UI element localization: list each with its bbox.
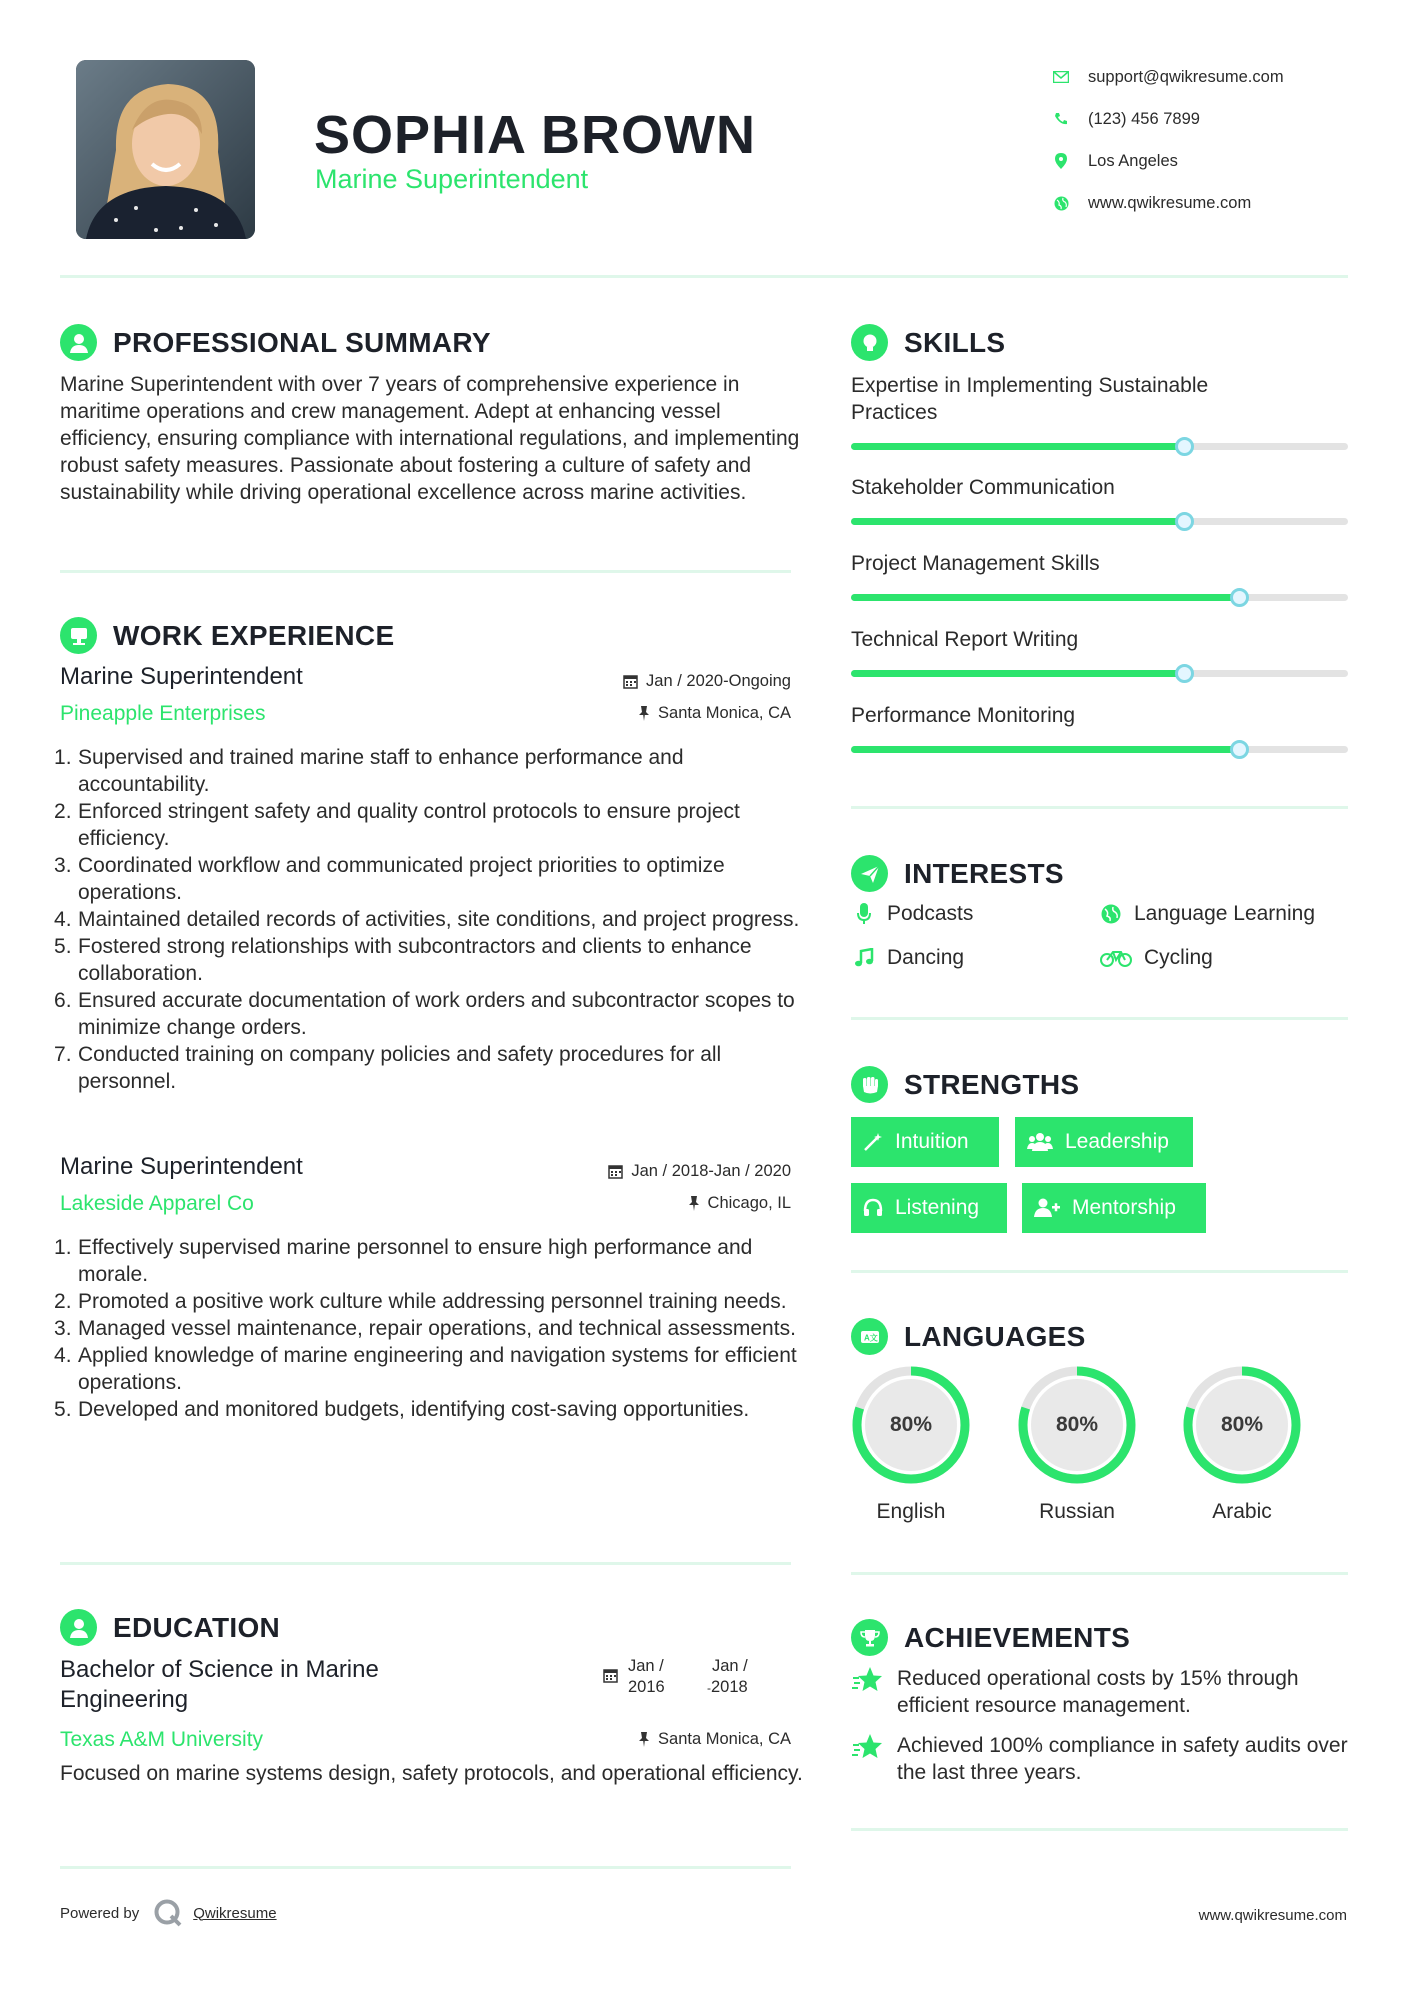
skill-bar <box>851 443 1348 450</box>
pin-icon <box>638 706 650 721</box>
list-item: Applied knowledge of marine engineering and navigation systems for efficient operations. <box>78 1344 797 1394</box>
achievements-divider <box>851 1828 1348 1831</box>
contact-location <box>1050 140 1284 182</box>
job-dates-text: Jan / 2018-Jan / 2020 <box>631 1162 791 1180</box>
list-item: Maintained detailed records of activities, site conditions, and project progress. <box>78 908 800 931</box>
summary-heading <box>60 324 491 361</box>
calendar-icon <box>623 674 638 689</box>
map-pin-icon <box>1050 150 1072 172</box>
achievement-item <box>851 1732 1357 1786</box>
list-item: Fostered strong relationships with subcontractors and clients to enhance collaboration. <box>78 935 752 985</box>
contact-list <box>1050 56 1284 224</box>
education-description: Focused on marine systems design, safety protocols, and operational efficiency. <box>60 1762 803 1785</box>
strength-label: Mentorship <box>1072 1196 1176 1219</box>
skill-level-knob <box>1230 588 1249 607</box>
bicycle-icon <box>1098 945 1134 971</box>
education-divider <box>60 1866 791 1869</box>
interests-heading <box>851 855 1064 892</box>
language-ring <box>1180 1363 1304 1487</box>
achievement-text: Reduced operational costs by 15% through efficient resource management. <box>897 1667 1299 1717</box>
star-badge-icon <box>851 1663 885 1697</box>
list-item: Conducted training on company policies and safety procedures for all personnel. <box>78 1043 722 1093</box>
skill-bar <box>851 746 1348 753</box>
contact-email[interactable] <box>1050 56 1284 98</box>
profile-photo <box>76 60 255 239</box>
language-percent: 80% <box>1220 1413 1264 1436</box>
contact-website-text: www.qwikresume.com <box>1088 193 1252 212</box>
achievement-text: Achieved 100% compliance in safety audits over the last three years. <box>897 1734 1348 1784</box>
strengths-divider <box>851 1270 1348 1273</box>
languages-divider <box>851 1572 1348 1575</box>
users-icon <box>1027 1132 1053 1152</box>
job-location-text: Chicago, IL <box>707 1194 791 1212</box>
list-item: Managed vessel maintenance, repair operations, and technical assessments. <box>78 1317 796 1340</box>
interest-label: Cycling <box>1144 946 1213 969</box>
footer-website[interactable]: www.qwikresume.com <box>1198 1907 1347 1924</box>
interests-divider <box>851 1017 1348 1020</box>
skill-bar <box>851 670 1348 677</box>
skill-level-knob <box>1175 512 1194 531</box>
pin-icon <box>638 1732 650 1747</box>
achievements-heading-text: ACHIEVEMENTS <box>904 1621 1131 1653</box>
job-duties-list <box>54 744 806 1095</box>
skills-divider <box>851 806 1348 809</box>
degree-title: Bachelor of Science in Marine Engineering <box>60 1656 379 1713</box>
qwikresume-logo-icon <box>153 1898 183 1928</box>
language-name: English <box>876 1500 946 1523</box>
candidate-name: SOPHIA BROWN <box>314 105 756 165</box>
strength-label: Intuition <box>895 1130 969 1153</box>
edu-start-year: 2016 <box>628 1678 665 1696</box>
job-dates-text: Jan / 2020-Ongoing <box>646 672 791 690</box>
contact-phone[interactable] <box>1050 98 1284 140</box>
skill-name: Stakeholder Communication <box>851 476 1115 499</box>
skill-name: Expertise in Implementing Sustainable Practices <box>851 374 1209 424</box>
user-icon <box>60 324 97 361</box>
job-location-text: Santa Monica, CA <box>658 704 791 722</box>
language-icon <box>851 1318 888 1355</box>
contact-phone-text: (123) 456 7899 <box>1088 109 1200 128</box>
language-name: Russian <box>1039 1500 1115 1523</box>
language-name: Arabic <box>1212 1500 1272 1523</box>
lightbulb-icon <box>851 324 888 361</box>
job-title: Marine Superintendent <box>60 663 303 690</box>
skill-level-knob <box>1175 437 1194 456</box>
skills-heading <box>851 324 1005 361</box>
edu-end-month: Jan / <box>712 1657 748 1675</box>
calendar-icon <box>608 1164 623 1179</box>
contact-email-text: support@qwikresume.com <box>1088 67 1284 86</box>
job-location <box>560 1194 791 1213</box>
job-dates <box>560 672 791 691</box>
education-heading <box>60 1609 280 1646</box>
graduation-icon <box>60 1609 97 1646</box>
skill-bar-fill <box>851 746 1239 753</box>
edu-end-year: 2018 <box>711 1678 748 1696</box>
skill-name: Performance Monitoring <box>851 704 1076 727</box>
globe-icon <box>1050 192 1072 214</box>
candidate-title: Marine Superintendent <box>315 164 589 194</box>
summary-text: Marine Superintendent with over 7 years of comprehensive experience in maritime operations and crew management. Adept at enhancing vessel efficiency, ensuring compliance with international regulations, and implementing robust safety measures. Passionate about fostering a culture of safety and sustainability while driving operational excellence across marine activities. <box>60 373 800 504</box>
list-item: Supervised and trained marine staff to enhance performance and accountability. <box>78 746 684 796</box>
footer-powered-by <box>60 1898 277 1928</box>
language-ring <box>1015 1363 1139 1487</box>
job-dates <box>560 1162 791 1181</box>
summary-heading-text: PROFESSIONAL SUMMARY <box>113 326 491 358</box>
edu-start-date <box>628 1656 665 1698</box>
achievement-item <box>851 1665 1357 1719</box>
strength-tag-mentorship <box>1022 1183 1206 1233</box>
trophy-icon <box>851 1619 888 1656</box>
languages-heading-text: LANGUAGES <box>904 1320 1086 1352</box>
user-plus-icon <box>1034 1198 1060 1218</box>
strength-tag-leadership <box>1015 1117 1193 1167</box>
list-item: Developed and monitored budgets, identifying cost-saving opportunities. <box>78 1398 750 1421</box>
list-item: Promoted a positive work culture while addressing personnel training needs. <box>78 1290 787 1313</box>
header-divider <box>60 275 1348 278</box>
edu-location <box>560 1730 791 1749</box>
education-heading-text: EDUCATION <box>113 1611 281 1643</box>
experience-heading <box>60 617 394 654</box>
company-name: Pineapple Enterprises <box>60 702 266 725</box>
strengths-heading <box>851 1066 1079 1103</box>
job-location <box>560 704 791 723</box>
interests-heading-text: INTERESTS <box>904 857 1064 889</box>
powered-by-text: Powered by <box>60 1904 140 1922</box>
music-note-icon <box>851 945 877 971</box>
interest-label: Dancing <box>887 946 965 969</box>
pin-icon <box>688 1196 700 1211</box>
job-title: Marine Superintendent <box>60 1153 303 1180</box>
experience-divider <box>60 1562 791 1565</box>
skill-bar-fill <box>851 518 1184 525</box>
skill-bar-fill <box>851 594 1239 601</box>
experience-heading-text: WORK EXPERIENCE <box>113 619 395 651</box>
skills-heading-text: SKILLS <box>904 326 1006 358</box>
strengths-heading-text: STRENGTHS <box>904 1068 1080 1100</box>
svg-text:A文: A文 <box>863 1333 878 1342</box>
interest-dancing <box>851 945 964 971</box>
language-percent: 80% <box>889 1413 933 1436</box>
briefcase-icon <box>60 617 97 654</box>
list-item: Ensured accurate documentation of work orders and subcontractor scopes to minimize change orders. <box>78 989 795 1039</box>
magic-wand-icon <box>863 1132 883 1152</box>
strength-tag-listening <box>851 1183 1007 1233</box>
skill-name: Project Management Skills <box>851 552 1100 575</box>
skill-name: Technical Report Writing <box>851 628 1079 651</box>
mail-icon <box>1050 66 1072 88</box>
company-name: Lakeside Apparel Co <box>60 1192 254 1215</box>
interest-label: Podcasts <box>887 902 974 925</box>
skill-bar <box>851 518 1348 525</box>
list-item: Enforced stringent safety and quality control protocols to ensure project efficiency. <box>78 800 740 850</box>
contact-website[interactable] <box>1050 182 1284 224</box>
edu-end-year-row: -2018 <box>707 1678 748 1696</box>
skill-bar-fill <box>851 670 1184 677</box>
calendar-icon <box>603 1668 618 1683</box>
skill-bar-fill <box>851 443 1184 450</box>
skill-level-knob <box>1175 664 1194 683</box>
strength-label: Listening <box>895 1196 980 1219</box>
job-duties-list <box>54 1234 806 1423</box>
headphones-icon <box>863 1198 883 1218</box>
school-name: Texas A&M University <box>60 1728 264 1751</box>
list-item: Coordinated workflow and communicated project priorities to optimize operations. <box>78 854 725 904</box>
contact-location-text: Los Angeles <box>1088 151 1178 170</box>
achievements-heading <box>851 1619 1130 1656</box>
list-item: Effectively supervised marine personnel to ensure high performance and morale. <box>78 1236 753 1286</box>
globe-icon <box>1098 901 1124 927</box>
strength-tag-intuition <box>851 1117 999 1167</box>
skill-bar <box>851 594 1348 601</box>
interest-podcasts <box>851 901 973 927</box>
interest-language-learning <box>1098 901 1315 927</box>
microphone-icon <box>851 901 877 927</box>
interest-label: Language Learning <box>1134 902 1316 925</box>
language-percent: 80% <box>1055 1413 1099 1436</box>
fist-icon <box>851 1066 888 1103</box>
edu-end-date <box>707 1656 748 1699</box>
paper-plane-icon <box>851 855 888 892</box>
summary-divider <box>60 570 791 573</box>
edu-location-text: Santa Monica, CA <box>658 1730 791 1748</box>
edu-start-month: Jan / <box>628 1657 664 1675</box>
footer-brand-link[interactable]: Qwikresume <box>193 1904 277 1922</box>
languages-heading <box>851 1318 1086 1355</box>
interest-cycling <box>1098 945 1213 971</box>
star-badge-icon <box>851 1730 885 1764</box>
strength-label: Leadership <box>1065 1130 1169 1153</box>
skill-level-knob <box>1230 740 1249 759</box>
language-ring <box>849 1363 973 1487</box>
phone-icon <box>1050 108 1072 130</box>
